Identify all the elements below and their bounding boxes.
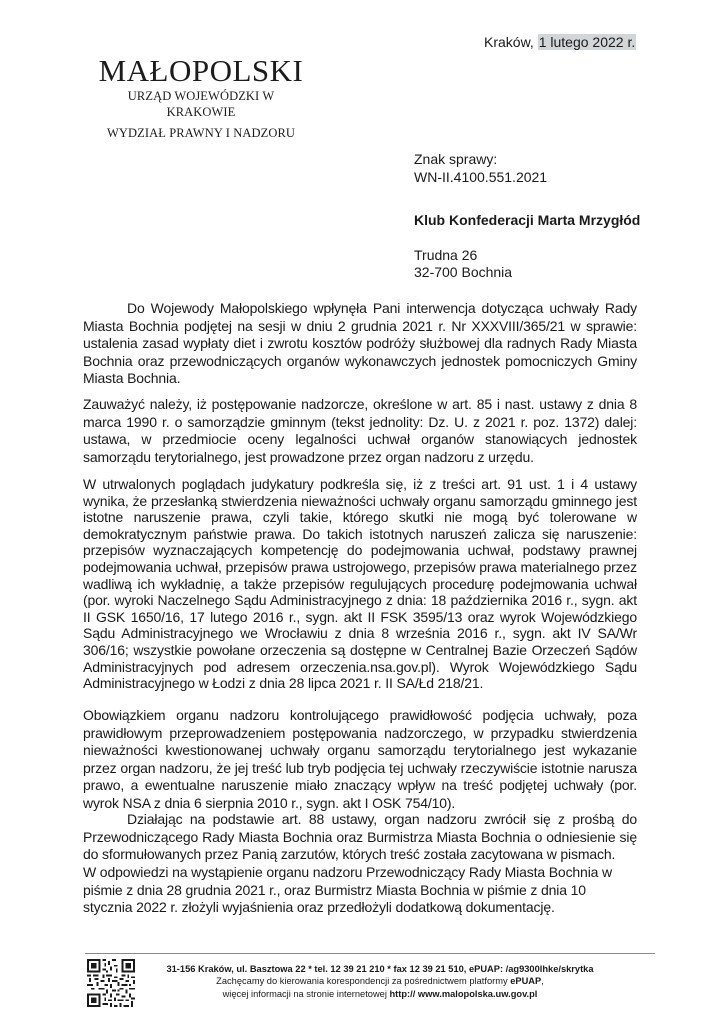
- city-label: Kraków,: [484, 34, 538, 50]
- body-paragraph-4: Obowiązkiem organu nadzoru kontrolującego prawidłowość podjęcia uchwały, poza prawidłowym przeprowadzeniem postępowania nadzorczego, w przypadku stwierdzenia nieważności kwestionowanej uchwały organu samorządu terytorialnego jest wykazanie przez organ nadzoru, że jej treść lub tryb podjęcia tej uchwały rzeczywiście istotnie narusza prawo, a ewentualne naruszenie miało znaczący wpływ na treść podjętej uchwały (por. wyrok NSA z dnia 6 sierpnia 2010 r., sygn. akt I OSK 754/10).: [83, 707, 637, 811]
- footer-divider: [85, 953, 655, 954]
- logo-subtitle: URZĄD WOJEWÓDZKI W KRAKOWIE: [127, 89, 275, 119]
- footer-epuap-note: [140, 975, 620, 987]
- logo-title: MAŁOPOLSKI: [98, 53, 304, 88]
- footer-website-text: więcej informacji na stronie internetowej: [222, 988, 390, 999]
- qr-code-icon: [87, 958, 135, 1008]
- body-paragraph-5: Działając na podstawie art. 88 ustawy, organ nadzoru zwrócił się z prośbą do Przewodniczącego Rady Miasta Bochnia oraz Burmistrza Miasta Bochnia o odniesienie się do sformułowanych przez Panią zarzutów, których treść została zacytowana w pismach.: [83, 811, 637, 863]
- body-paragraph-2: Zauważyć należy, iż postępowanie nadzorcze, określone w art. 85 i nast. ustawy z dnia 8 marca 1990 r. o samorządzie gminnym (tekst jednolity: Dz. U. z 2021 r. poz. 1372) dalej: ustawa, w przedmiocie oceny legalności uchwał organów stanowiących jednostek samorządu terytorialnego, jest prowadzone przez organ nadzoru z urzędu.: [83, 396, 637, 465]
- case-reference: [414, 150, 547, 186]
- footer-epuap-platform: ePUAP: [510, 976, 542, 987]
- case-reference-label: Znak sprawy:: [414, 151, 498, 167]
- recipient-name: Klub Konfederacji Marta Mrzygłód: [414, 212, 641, 228]
- footer-contact: [140, 963, 620, 1000]
- document-date: 1 lutego 2022 r.: [538, 34, 636, 50]
- footer-epuap-text: Zachęcamy do kierowania korespondencji za pośrednictwem platformy: [216, 976, 511, 987]
- body-paragraph-6: W odpowiedzi na wystąpienie organu nadzoru Przewodniczący Rady Miasta Bochnia w piśmie z dnia 28 grudnia 2021 r., oraz Burmistrz Miasta Bochnia w piśmie z dnia 10 stycznia 2022 r. złożyli wyjaśnienia oraz przedłożyli dodatkową dokumentację.: [83, 864, 612, 916]
- body-paragraph-1: Do Wojewody Małopolskiego wpłynęła Pani interwencja dotycząca uchwały Rady Miasta Bochnia podjętej na sesji w dniu 2 grudnia 2021 r. Nr XXXVIII/365/21 w sprawie: ustalenia zasad wypłaty diet i zwrotu kosztów podróży służbowej dla radnych Rady Miasta Bochnia oraz przewodniczących organów wykonawczych jednostek pomocniczych Gminy Miasta Bochnia.: [83, 300, 637, 387]
- document-date-line: [484, 33, 636, 51]
- recipient-address: [414, 212, 640, 281]
- case-reference-number: WN-II.4100.551.2021: [414, 169, 548, 185]
- body-paragraph-3: W utrwalonych poglądach judykatury podkreśla się, iż z treści art. 91 ust. 1 i 4 ustawy wynika, że przesłanką stwierdzenia nieważności uchwały organu samorządu gminnego jest istotne naruszenie prawa, czyli takie, którego skutki nie mogą być tolerowane w demokratycznym państwie prawa. Do takich istotnych naruszeń zalicza się naruszenie: przepisów wyznaczających kompetencję do podejmowania uchwał, podstawy prawnej podejmowania uchwał, przepisów prawa ustrojowego, przepisów prawa materialnego przez wadliwą ich wykładnię, a także przepisów regulujących procedurę podejmowania uchwał (por. wyroki Naczelnego Sądu Administracyjnego z dnia: 18 października 2016 r., sygn. akt II GSK 1650/16, 17 lutego 2016 r., sygn. akt II FSK 3595/13 oraz wyrok Wojewódzkiego Sądu Administracyjnego we Wrocławiu z dnia 8 września 2016 r., sygn. akt IV SA/Wr 306/16; wszystkie powołane orzeczenia są dostępne w Centralnej Bazie Orzeczeń Sądów Administracyjnych pod adresem orzeczenia.nsa.gov.pl). Wyrok Wojewódzkiego Sądu Administracyjnego w Łodzi z dnia 28 lipca 2021 r. II SA/Łd 218/21.: [83, 476, 637, 692]
- recipient-city: 32-700 Bochnia: [414, 264, 513, 280]
- recipient-street: Trudna 26: [414, 247, 478, 263]
- office-logo: [96, 53, 306, 141]
- department-name: WYDZIAŁ PRAWNY I NADZORU: [106, 126, 296, 140]
- footer-address: 31-156 Kraków, ul. Basztowa 22 * tel. 12 39 21 210 * fax 12 39 21 510, ePUAP: /ag9300lhke/skrytka: [166, 964, 594, 974]
- footer-epuap-suffix: ,: [541, 976, 544, 987]
- footer-website-note: [140, 988, 620, 1000]
- footer-website-link[interactable]: http:// www.malopolska.uw.gov.pl: [389, 988, 538, 999]
